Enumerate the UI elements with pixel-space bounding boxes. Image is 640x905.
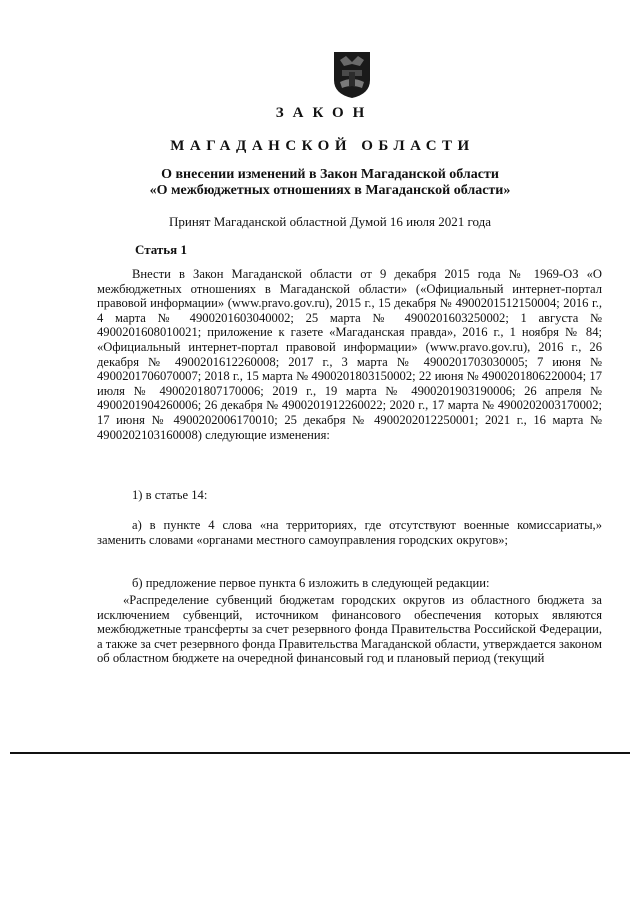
subitem-b: б) предложение первое пункта 6 изложить в следующей редакции: xyxy=(132,576,490,590)
article-heading: Статья 1 xyxy=(135,242,187,257)
adoption-note: Принят Магаданской областной Думой 16 июля 2021 года xyxy=(169,214,491,229)
coat-of-arms-icon xyxy=(332,50,372,100)
page-divider xyxy=(10,752,630,754)
document-region: МАГАДАНСКОЙ ОБЛАСТИ xyxy=(170,138,475,154)
subitem-a: а) в пункте 4 слова «на территориях, где отсутствуют военные комиссариаты,» заменить словами «органами местного самоуправления городских округов»; xyxy=(97,518,602,547)
article-main-paragraph: Внести в Закон Магаданской области от 9 декабря 2015 года № 1969-ОЗ «О межбюджетных отношениях в Магаданской области» («Официальный интернет-портал правовой информации» (www.pravo.gov.ru), 2015 г., 15 декабря № 4900201512150004; 2016 г., 4 марта № 4900201603040002; 25 марта № 4900201603250002; 1 августа № 4900201608010021; приложение к газете «Магаданская правда», 2016 г., 1 ноября № 84; «Официальный интернет-портал правовой информации» (www.pravo.gov.ru), 2016 г., 26 декабря № 4900201612260008; 2017 г., 3 марта № 4900201703030005; 7 июня № 4900201706070007; 2018 г., 15 марта № 4900201803150002; 22 июня № 4900201806220004; 17 июля № 4900201807170006; 2019 г., 19 марта № 4900201903190006; 26 апреля № 4900201904260006; 26 декабря № 4900201912260022; 2020 г., 17 марта № 4900202003170002; 17 июня № 4900202006170010; 25 декабря № 4900202012250001; 2021 г., 16 марта № 4900202103160008) следующие изменения: xyxy=(97,267,602,442)
document-type: ЗАКОН xyxy=(275,105,374,121)
item-1-text: 1) в статье 14: xyxy=(132,488,208,502)
title-line-1: О внесении изменений в Закон Магаданской области xyxy=(161,167,499,182)
title-line-2: «О межбюджетных отношениях в Магаданской области» xyxy=(149,183,511,198)
document-title xyxy=(100,167,560,199)
item-1 xyxy=(97,488,602,503)
quoted-text: «Распределение субвенций бюджетам городских округов из областного бюджета за исключением субвенций, источником финансового обеспечения которых являются межбюджетные трансферты за счет резервного фонда Правительства Российской Федерации, а также за счет резервного фонда Правительства Магаданской области, утверждается законом об областном бюджете на очередной финансовый год и плановый период (текущий xyxy=(97,593,602,666)
